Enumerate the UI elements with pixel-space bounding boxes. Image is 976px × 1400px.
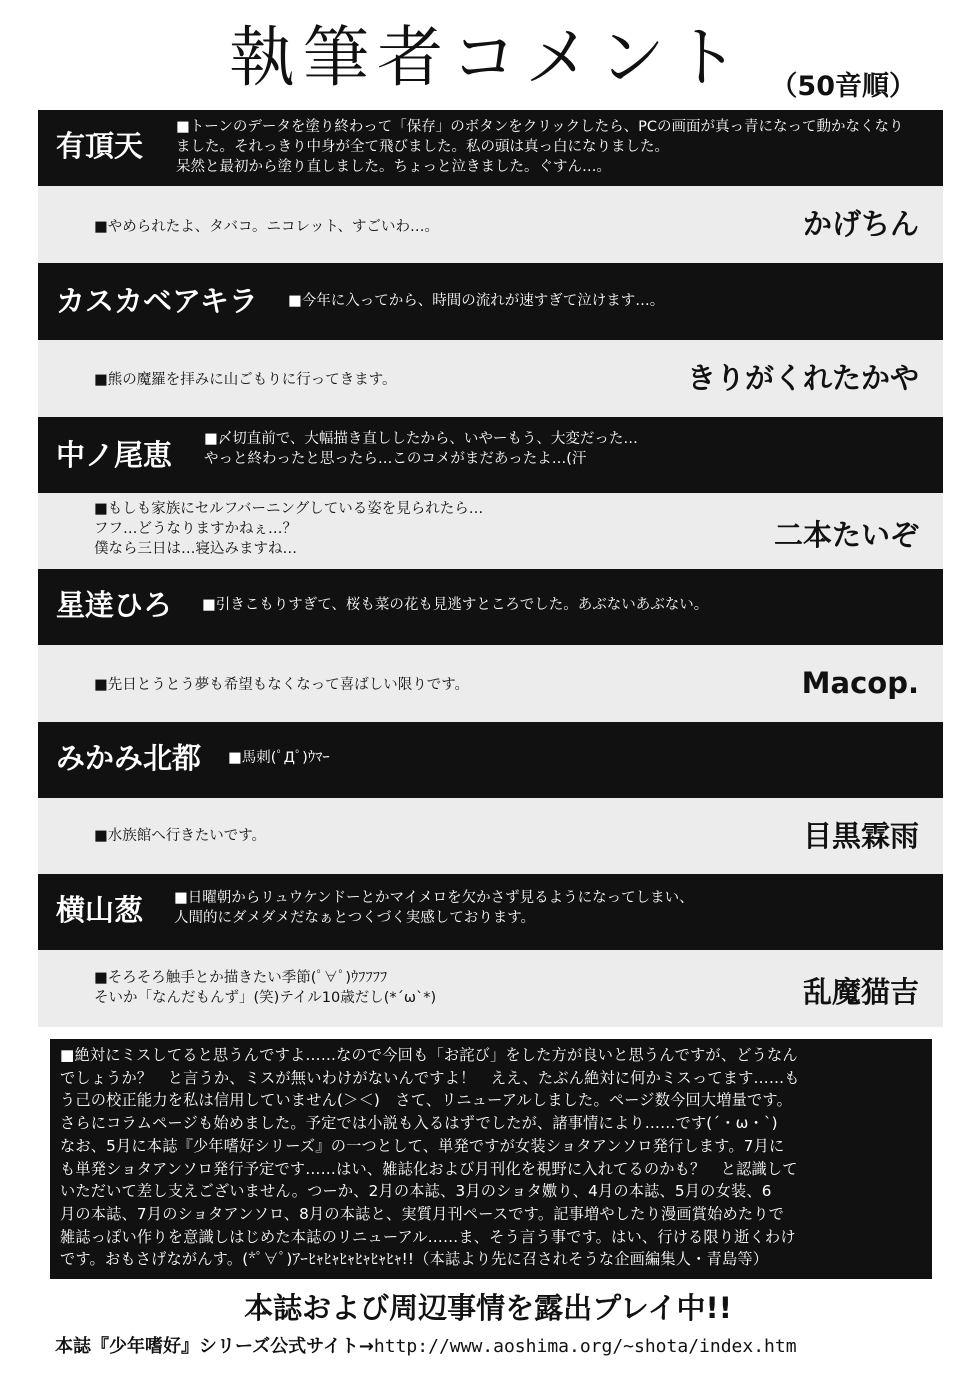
author-name: 乱魔猫吉 (802, 975, 919, 1009)
author-comment: ■熊の魔羅を拝みに山ごもりに行ってきます。 (94, 372, 397, 388)
entry-band (38, 263, 943, 340)
author-name: かげちん (802, 207, 919, 241)
page-subtitle: （50音順） (770, 71, 916, 102)
entry-band (38, 798, 943, 874)
author-comment: ■やめられたよ、タバコ。ニコレット、すごいわ…。 (94, 219, 440, 235)
author-comment: ■馬刺(ﾟДﾟ)ｳﾏｰ (228, 750, 330, 766)
page-title: 執筆者コメント (229, 19, 747, 96)
entry-band (38, 874, 943, 950)
author-name: きりがくれたかや (686, 361, 919, 395)
entry-band (38, 340, 943, 417)
entry-band (38, 186, 943, 263)
author-name: Macop. (801, 666, 919, 700)
author-comment: ■〆切直前で、大幅描き直ししたから、いやーもう、大変だった… やっと終わったと思ったら…このコメがまだあったよ…(汗 (204, 431, 638, 467)
author-comment: ■トーンのデータを塗り終わって「保存」のボタンをクリックしたら、PCの画面が真っ青になって動かなくなり ました。それっきり中身が全て飛びました。私の頭は真っ白になりました。 呆然と最初から塗り直しました。ちょっと泣きました。ぐすん…。 (176, 119, 904, 175)
author-name: 目黒霖雨 (802, 819, 919, 853)
promo-heading: 本誌および周辺事情を露出プレイ中!! (244, 1291, 732, 1325)
author-comment: ■そろそろ触手とか描きたい季節(ﾟ∀ﾟ)ｳﾌﾌﾌﾌ そいか「なんだもんず」(笑)テイル10歳だし(*´ω`*) (94, 970, 437, 1006)
editor-note-box (50, 1039, 932, 1279)
author-comment: ■日曜朝からリュウケンドーとかマイメロを欠かさず見るようになってしまい、 人間的にダメダメだなぁとつくづく実感しております。 (174, 890, 694, 926)
entry-band (38, 493, 943, 569)
author-comment: ■先日とうとう夢も希望もなくなって喜ばしい限りです。 (94, 677, 470, 693)
author-name: 星逹ひろ (56, 588, 173, 622)
site-label: 本誌『少年嗜好』シリーズ公式サイト→ (55, 1336, 374, 1357)
editor-note-text: ■絶対にミスしてると思うんですよ……なので今回も「お詫び」をした方が良いと思うんですが、どうなん でしょうか？ と言うか、ミスが無いわけがないんですよ！ ええ、たぶん絶対に何かミスってます……も う己の校正能力を私は信用していません(＞＜) さて、リニューアルしました。ページ数今回大増量です。 さらにコラムページも始めました。予定では小説も入るはずでしたが、諸事情により……です(´・ω・`) なお、5月に本誌『少年嗜好シリーズ』の一つとして、単発ですが女装ショタアンソロ発行します。7月に も単発ショタアンソロ発行予定です……はい、雑誌化および月刊化を視野に入れてるのかも？ と認識して いただいて差し支えございません。つーか、2月の本誌、3月のショタ嫐り、4月の本誌、5月の女装、6 月の本誌、7月のショタアンソロ、8月の本誌と、実質月刊ペースです。記事増やしたり漫画賞始めたりで 雑誌っぽい作りを意識しはじめた本誌のリニューアル……ま、そう言う事です。はい、行ける限り逝くわけ です。おもさげながんす。(*ﾟ∀ﾟ)ｱｰﾋｬﾋｬﾋｬﾋｬﾋｬﾋｬ!!（本誌より先に召されそうな企画編集人・青島等） (60, 1046, 800, 1269)
author-name: 横山葱 (56, 893, 144, 927)
author-comment: ■水族館へ行きたいです。 (94, 828, 267, 844)
entry-band (38, 645, 943, 722)
author-comment: ■今年に入ってから、時間の流れが速すぎて泣けます…。 (288, 293, 665, 309)
site-url-link[interactable]: http://www.aoshima.org/~shota/index.htm (373, 1336, 797, 1357)
author-name: 中ノ尾恵 (56, 438, 173, 472)
entry-band (38, 417, 943, 493)
author-name: みかみ北都 (56, 741, 202, 775)
author-comment: ■もしも家族にセルフバーニングしている姿を見られたら… フフ…どうなりますかねぇ…？ 僕なら三日は…寝込みますね… (94, 501, 484, 557)
author-name: 二本たいぞ (773, 518, 919, 552)
entry-band (38, 110, 943, 186)
entry-band (38, 569, 943, 645)
author-name: カスカベアキラ (56, 284, 258, 318)
site-line (55, 1334, 797, 1360)
entry-band (38, 722, 943, 798)
entry-band (38, 950, 943, 1027)
author-name: 有頂天 (56, 129, 144, 163)
author-comment: ■引きこもりすぎて、桜も菜の花も見逃すところでした。あぶないあぶない。 (202, 597, 709, 613)
